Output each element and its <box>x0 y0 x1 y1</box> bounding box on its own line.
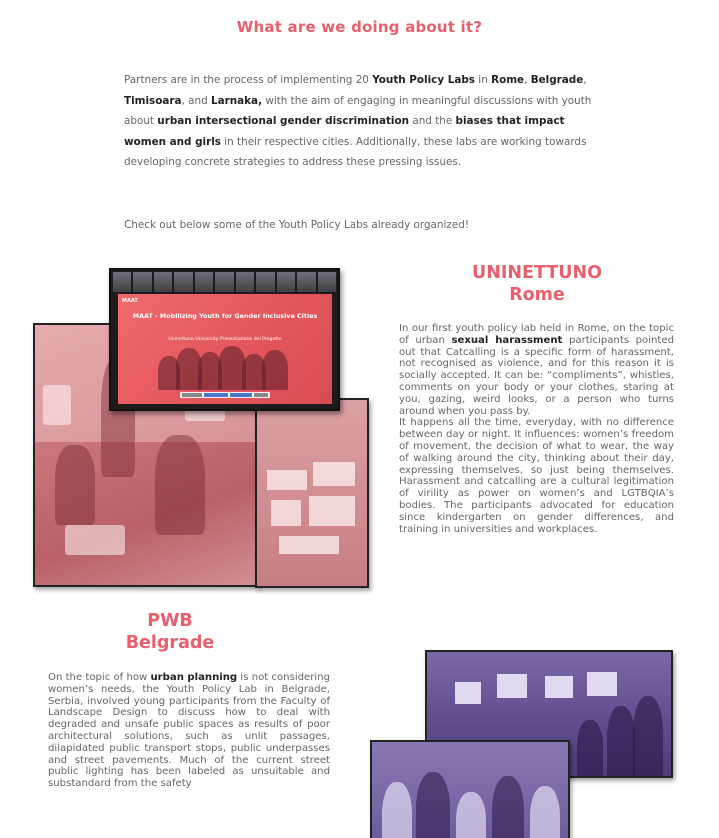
rome-city: Rome <box>509 285 565 305</box>
whiteboard-photo <box>255 398 369 588</box>
rome-text: participants pointed out that Catcalling is a specific form of harassment, not recognised as violence, and for this reason it is socially accepted. It can be: “compliments”, whistles, comments on your body or your clothes, staring at you, gazing, weird looks, or a person who turns around when you pass by. <box>399 334 674 417</box>
intro-text: with the aim of engaging in meaningful discussions with youth about <box>124 94 592 128</box>
intro-text: in their respective cities. Additionally, these labs are working towards developing concrete strategies to address these pressing issues. <box>124 135 587 169</box>
slide-subtitle: Uninettuno University Presentazione del Progetto <box>168 337 282 342</box>
intro-text: in <box>475 74 492 86</box>
intro-bold-labs: Youth Policy Labs <box>372 74 475 86</box>
rome-body <box>399 323 674 535</box>
belgrade-bold: urban planning <box>150 672 238 683</box>
intro-bold-belgrade: Belgrade <box>530 74 584 86</box>
rome-text-2: It happens all the time, everyday, with no difference between day or night. It influences: women’s freedom of movement, the decision of what to wear, the way of walking around the city, thinking about their day, expressing themselves, so just being themselves. Harassment and catcalling are a cultural legitimation of virility as power on women’s and LGTBQIA’s bodies. The participants advocated for education since kindergarten on gender differences, and training in universities and workplaces. <box>399 417 674 535</box>
group-photo-belgrade <box>370 740 570 838</box>
presentation-slide <box>118 294 332 404</box>
belgrade-partner: PWB <box>147 611 193 631</box>
belgrade-body <box>48 672 330 790</box>
meeting-toolbar <box>180 392 270 398</box>
slide-logo: MAAT <box>122 298 138 304</box>
intro-paragraph <box>124 70 606 173</box>
intro-bold-larnaka: Larnaka, <box>210 94 263 107</box>
intro-text: , <box>583 74 587 86</box>
intro-bold-timisoara: Timisoara <box>124 94 182 107</box>
intro-text: , <box>524 74 531 86</box>
belgrade-text: On the topic of how <box>48 672 151 683</box>
belgrade-section-title <box>30 610 310 654</box>
belgrade-city: Belgrade <box>125 633 215 653</box>
rome-partner: UNINETTUNO <box>472 263 602 283</box>
slide-title: MAAT - Mobilizing Youth for Gender Inclusive Cities <box>132 312 318 320</box>
rome-section-title <box>398 262 676 306</box>
intro-bold-rome: Rome <box>491 74 525 86</box>
intro-text: and the <box>409 115 456 128</box>
intro-text: , and <box>181 94 211 107</box>
checkout-paragraph: Check out below some of the Youth Policy Labs already organized! <box>124 219 470 231</box>
intro-bold-biases: biases that impact women and girls <box>124 115 565 148</box>
intro-bold-discrimination: urban intersectional gender discrimination <box>157 115 410 128</box>
rome-text: In our first youth policy lab held in Rome, on the topic of urban <box>399 323 674 346</box>
section-heading: What are we doing about it? <box>236 18 483 36</box>
belgrade-text: is not considering women’s needs, the Youth Policy Lab in Belgrade, Serbia, involved young participants from the Faculty of Landscape Design to discuss how to deal with degraded and unsafe public spaces as results of poor architectural solutions, such as unlit passages, dilapidated public transport stops, public underpasses and street pavements. Much of the current street public lighting has been labeled as unsuitable and substandard from the safety <box>48 672 331 790</box>
video-call-screenshot <box>109 268 340 411</box>
rome-bold: sexual harassment <box>451 334 563 346</box>
intro-text: Partners are in the process of implementing 20 <box>124 74 373 86</box>
